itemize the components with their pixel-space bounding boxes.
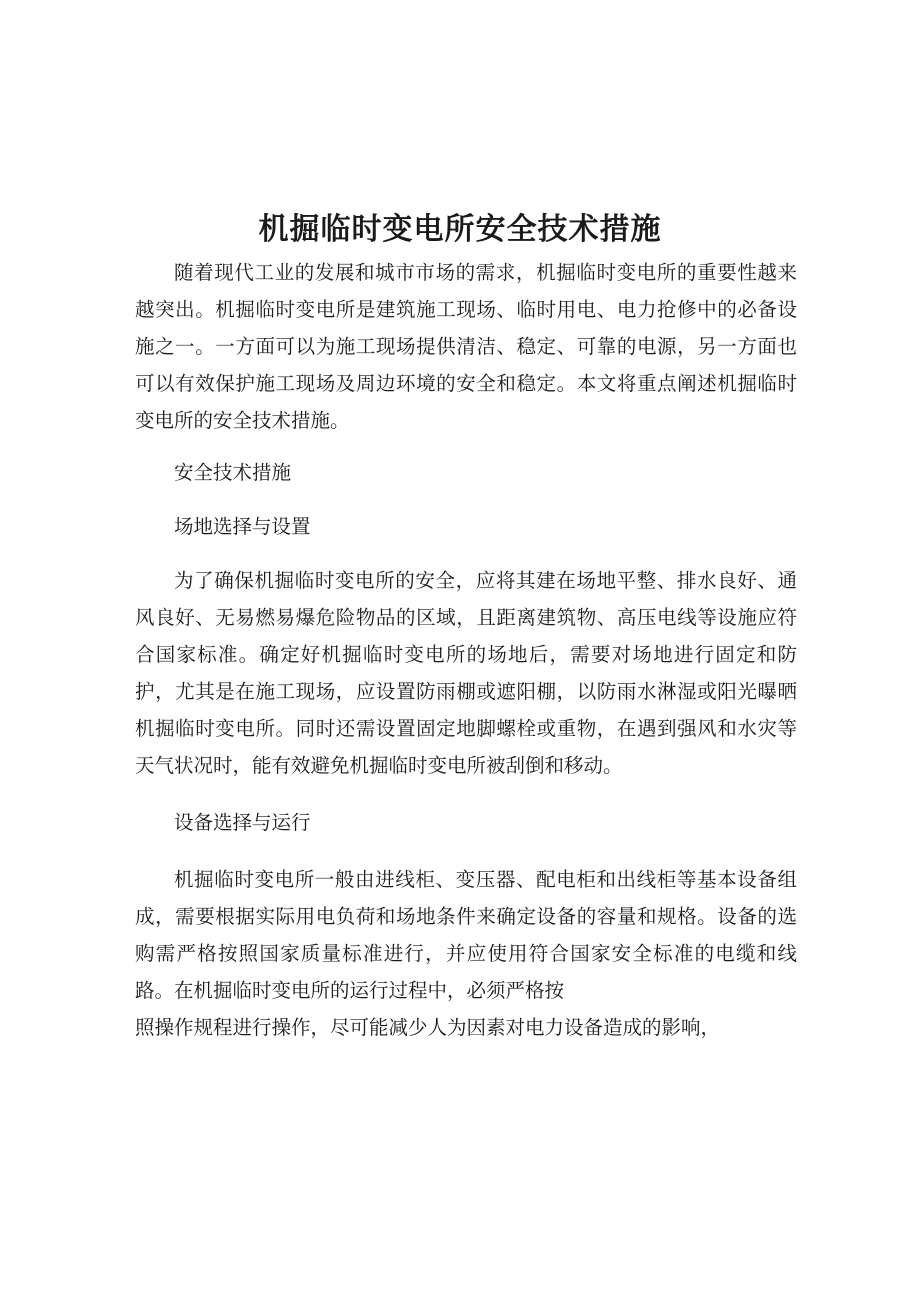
equipment-paragraph-continued: 照操作规程进行操作，尽可能减少人为因素对电力设备造成的影响， xyxy=(135,1016,721,1039)
document-title: 机掘临时变电所安全技术措施 xyxy=(258,212,662,247)
document-body xyxy=(135,254,797,1046)
subsection-heading-equipment: 设备选择与运行 xyxy=(174,811,311,834)
intro-paragraph: 随着现代工业的发展和城市市场的需求，机掘临时变电所的重要性越来越突出。机掘临时变电所是建筑施工现场、临时用电、电力抢修中的必备设施之一。一方面可以为施工现场提供清洁、稳定、可靠的电源，另一方面也可以有效保护施工现场及周边环境的安全和稳定。本文将重点阐述机掘临时变电所的安全技术措施。 xyxy=(135,261,797,432)
equipment-paragraph: 机掘临时变电所一般由进线柜、变压器、配电柜和出线柜等基本设备组成，需要根据实际用电负荷和场地条件来确定设备的容量和规格。设备的选购需严格按照国家质量标准进行，并应使用符合国家安全标准的电缆和线路。在机掘临时变电所的运行过程中，必须严格按 xyxy=(135,868,797,1002)
subsection-heading-site-selection: 场地选择与设置 xyxy=(174,515,311,538)
section-heading-safety-measures: 安全技术措施 xyxy=(174,461,292,484)
site-selection-paragraph: 为了确保机掘临时变电所的安全，应将其建在场地平整、排水良好、通风良好、无易燃易爆危险物品的区域，且距离建筑物、高压电线等设施应符合国家标准。确定好机掘临时变电所的场地后，需要对场地进行固定和防护，尤其是在施工现场，应设置防雨棚或遮阳棚，以防雨水淋湿或阳光曝晒机掘临时变电所。同时还需设置固定地脚螺栓或重物，在遇到强风和水灾等天气状况时，能有效避免机掘临时变电所被刮倒和移动。 xyxy=(135,569,797,777)
